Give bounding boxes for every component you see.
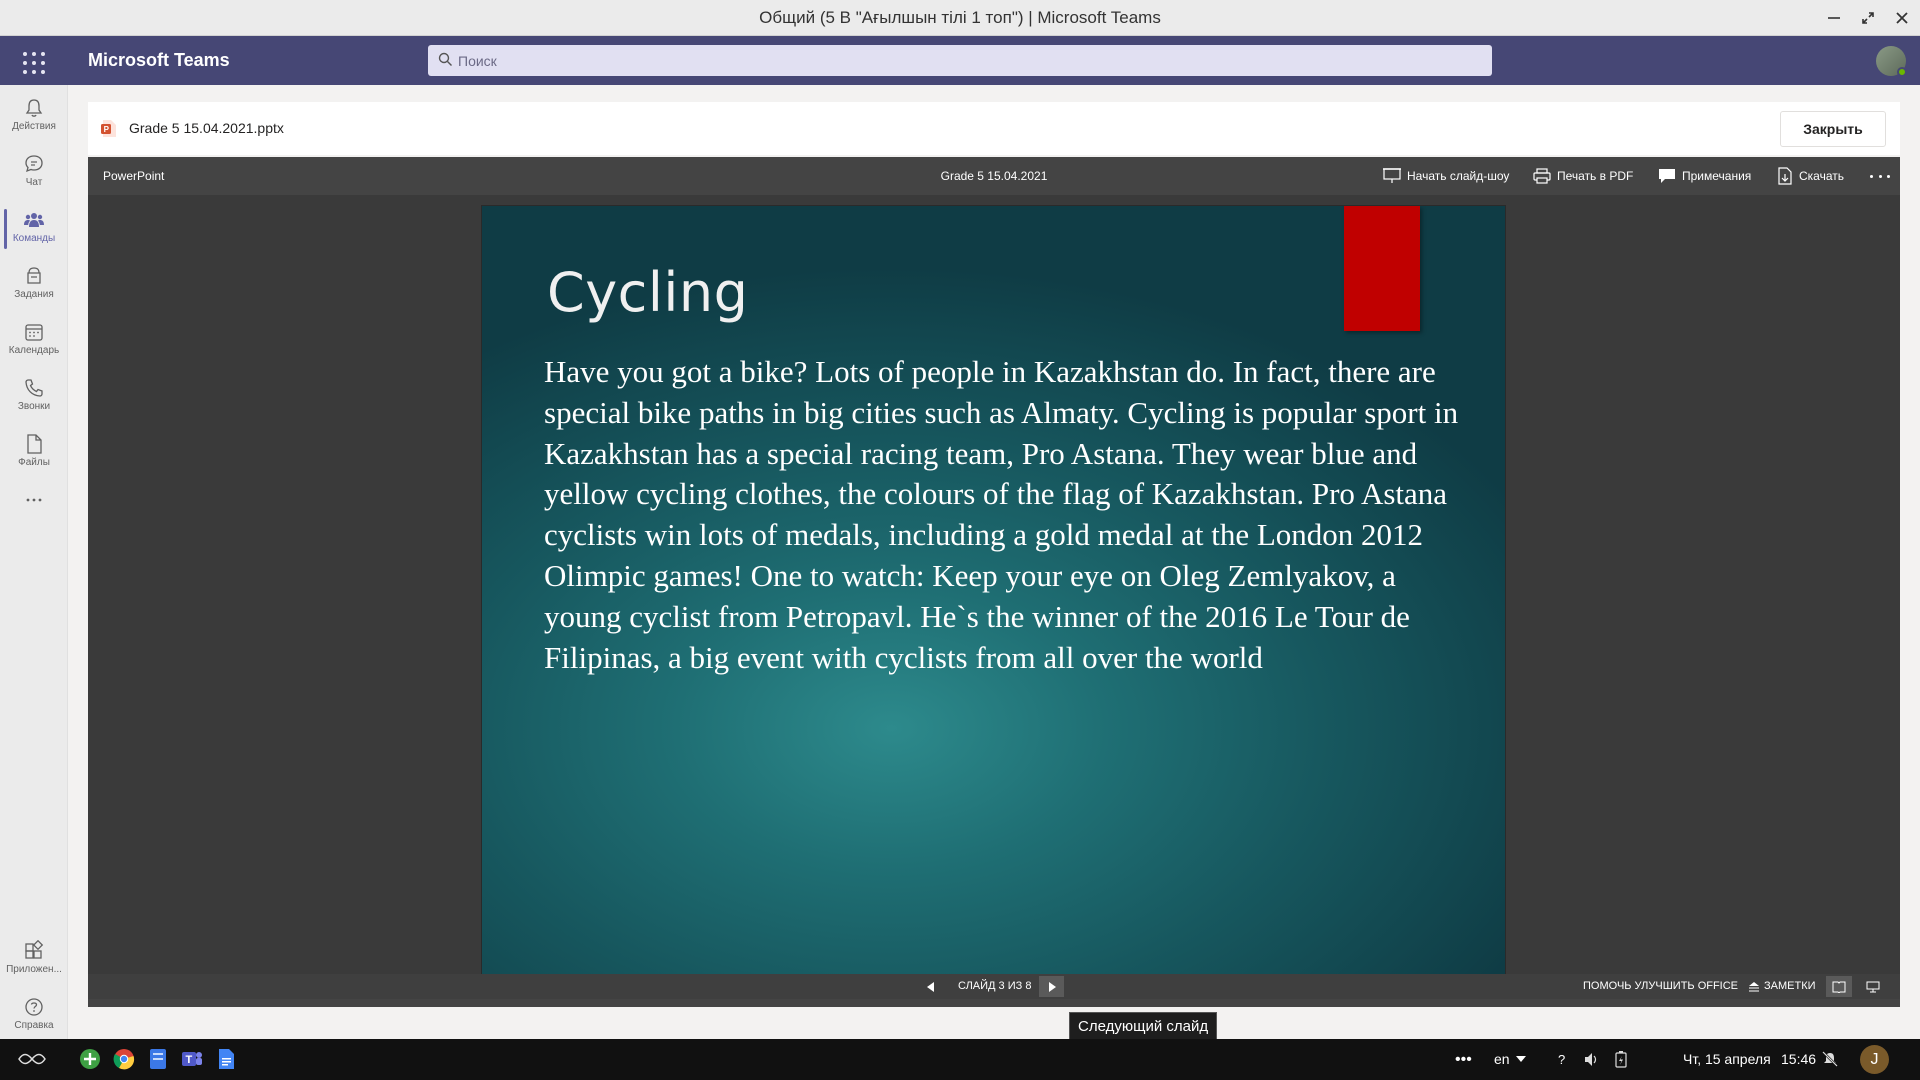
rail-more-apps[interactable]	[0, 483, 68, 513]
slide-title: Cycling	[547, 261, 749, 324]
rail-label: Календарь	[8, 345, 60, 356]
system-menu-icon[interactable]	[18, 1052, 46, 1066]
ppt-app-name: PowerPoint	[103, 169, 165, 183]
notes-label: ЗАМЕТКИ	[1764, 980, 1816, 992]
next-slide-button[interactable]	[1039, 976, 1064, 997]
previous-slide-button[interactable]	[922, 978, 940, 995]
app-brand: Microsoft Teams	[88, 50, 230, 70]
files-app-icon[interactable]	[147, 1048, 169, 1070]
teams-app-icon[interactable]	[181, 1048, 203, 1070]
overflow-tray-icon[interactable]: •••	[1455, 1051, 1472, 1068]
app-rail	[0, 85, 68, 1039]
rail-item-chat[interactable]	[0, 147, 68, 203]
reading-view-button[interactable]	[1826, 976, 1852, 997]
file-icon	[23, 433, 45, 455]
search-input[interactable]	[458, 45, 1458, 76]
calendar-icon	[23, 321, 45, 343]
ppt-status-bar	[88, 974, 1900, 999]
start-slideshow-button[interactable]	[1383, 166, 1509, 186]
apps-icon	[23, 940, 45, 962]
ppt-document-title: Grade 5 15.04.2021	[940, 169, 1048, 183]
ppt-toolbar	[88, 157, 1900, 195]
triangle-right-icon	[1048, 982, 1056, 992]
rail-item-calls[interactable]	[0, 371, 68, 427]
slide-canvas	[88, 195, 1900, 974]
rail-item-files[interactable]	[0, 427, 68, 483]
rail-label: Чат	[25, 177, 43, 188]
search-box[interactable]	[428, 45, 1492, 76]
document-file-name: Grade 5 15.04.2021.pptx	[129, 120, 284, 136]
assignments-icon	[23, 265, 45, 287]
minimize-icon	[1827, 11, 1841, 25]
print-pdf-button[interactable]	[1533, 166, 1633, 186]
presentation-icon	[1866, 981, 1880, 993]
time-display[interactable]: 15:46	[1781, 1051, 1817, 1067]
volume-icon[interactable]	[1584, 1052, 1600, 1067]
rail-item-calendar[interactable]	[0, 315, 68, 371]
rail-item-teams[interactable]	[0, 203, 68, 259]
svg-text:P: P	[103, 125, 109, 134]
rail-label: Задания	[14, 289, 54, 300]
more-icon	[23, 489, 45, 511]
rail-item-activity[interactable]	[0, 91, 68, 147]
rail-label: Звонки	[17, 401, 51, 412]
more-options-icon[interactable]	[1870, 167, 1890, 185]
rail-item-assignments[interactable]	[0, 259, 68, 315]
search-icon	[438, 52, 453, 67]
help-improve-office-link[interactable]: ПОМОЧЬ УЛУЧШИТЬ OFFICE	[1583, 980, 1739, 992]
teams-header	[0, 36, 1920, 85]
download-button[interactable]	[1777, 166, 1844, 186]
chrome-icon[interactable]	[113, 1048, 135, 1070]
question-icon[interactable]: ?	[1558, 1052, 1566, 1067]
slide-red-accent-bar	[1344, 206, 1420, 331]
os-taskbar	[0, 1039, 1920, 1080]
rail-item-help[interactable]	[0, 990, 68, 1046]
svg-text:T: T	[185, 1054, 193, 1066]
slide-body-text: Have you got a bike? Lots of people in Kazakhstan do. In fact, there are special bike paths in big cities such as Almaty. Cycling is popular sport in Kazakhstan has a special racing team, Pro Astana. They wear blue and yellow cycling clothes, the colours of the flag of Kazakhstan. Pro Astana cyclists win lots of medals, including a gold medal at the London 2012 Olimpic games! One to watch: Keep your eye on Oleg Zemlyakov, a young cyclist from Petropavl. He`s the winner of the 2016 Le Tour de Filipinas, a big event with cyclists from all over the world	[544, 354, 1459, 675]
triangle-left-icon	[927, 982, 935, 992]
notifications-off-icon[interactable]	[1822, 1051, 1838, 1067]
app-launcher-icon[interactable]	[18, 46, 48, 76]
software-center-icon[interactable]	[79, 1048, 101, 1070]
close-icon	[1895, 11, 1909, 25]
rail-label: Действия	[12, 121, 56, 132]
rail-label: Справка	[14, 1020, 54, 1031]
teams-icon	[23, 209, 45, 231]
docs-app-icon[interactable]	[215, 1048, 237, 1070]
close-window-button[interactable]	[1890, 6, 1914, 30]
language-indicator[interactable]: en	[1494, 1051, 1510, 1067]
restore-button[interactable]	[1856, 6, 1880, 30]
slide-counter: СЛАЙД 3 ИЗ 8	[958, 980, 1032, 992]
powerpoint-viewer	[88, 157, 1900, 1007]
start-slideshow-label: Начать слайд-шоу	[1407, 169, 1510, 183]
date-display[interactable]: Чт, 15 апреля	[1683, 1051, 1771, 1067]
restore-icon	[1861, 11, 1875, 25]
comments-label: Примечания	[1682, 169, 1752, 183]
download-label: Скачать	[1799, 169, 1844, 183]
next-slide-tooltip: Следующий слайд	[1069, 1012, 1217, 1040]
battery-icon[interactable]	[1615, 1051, 1627, 1068]
rail-label: Приложен...	[6, 964, 62, 975]
print-pdf-label: Печать в PDF	[1557, 169, 1634, 183]
chat-icon	[23, 153, 45, 175]
download-icon	[1777, 167, 1793, 185]
book-icon	[1832, 981, 1846, 993]
powerpoint-file-icon	[101, 120, 116, 137]
close-document-button[interactable]: Закрыть	[1780, 111, 1886, 147]
slideshow-view-button[interactable]	[1860, 976, 1886, 997]
rail-label: Команды	[12, 233, 56, 244]
slideshow-icon	[1383, 168, 1401, 184]
profile-avatar[interactable]	[1876, 46, 1906, 76]
rail-item-apps[interactable]	[0, 934, 68, 990]
bell-icon	[23, 97, 45, 119]
comment-icon	[1658, 168, 1676, 184]
notes-button[interactable]	[1748, 974, 1816, 999]
slide	[482, 206, 1505, 974]
notes-icon	[1748, 982, 1760, 992]
user-account-avatar[interactable]: J	[1860, 1045, 1889, 1074]
window-title: Общий (5 В "Ағылшын тілі 1 топ") | Microsoft Teams	[759, 8, 1161, 27]
help-icon	[23, 996, 45, 1018]
document-header	[88, 102, 1900, 155]
printer-icon	[1533, 168, 1551, 184]
presence-available-icon	[1897, 67, 1907, 77]
minimize-button[interactable]	[1822, 6, 1846, 30]
rail-label: Файлы	[18, 457, 50, 468]
window-titlebar	[0, 0, 1920, 36]
chevron-down-icon[interactable]	[1516, 1056, 1526, 1062]
phone-icon	[23, 377, 45, 399]
comments-button[interactable]	[1658, 166, 1751, 186]
